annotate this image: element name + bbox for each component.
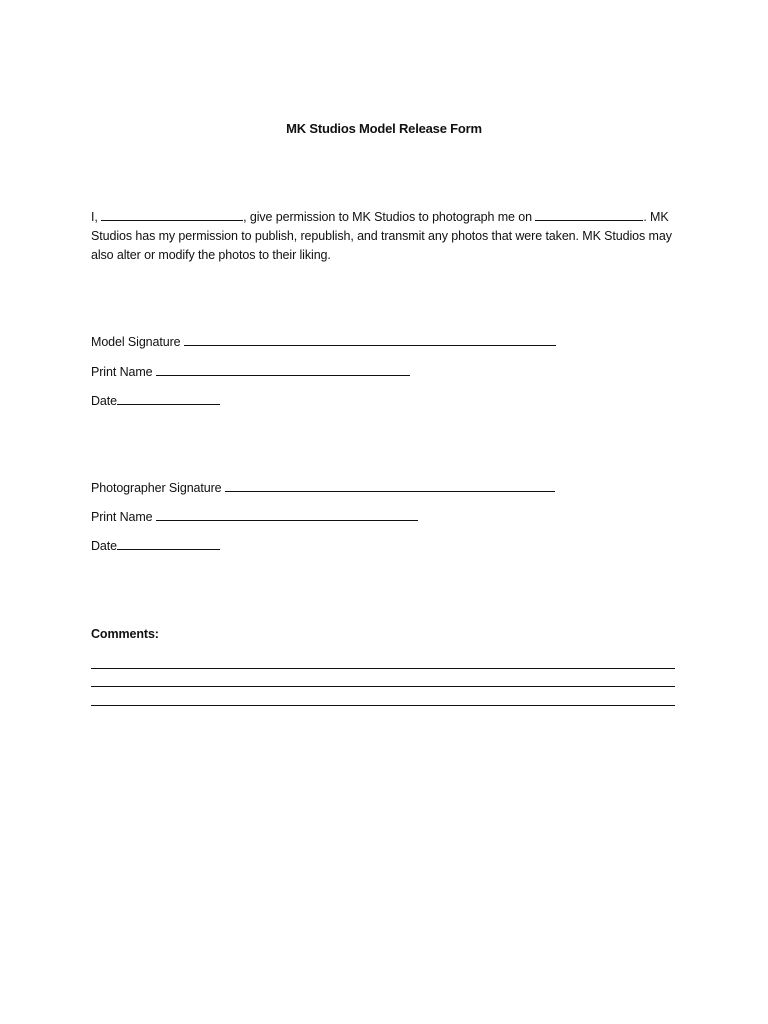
- photographer-print-name-row: [91, 509, 418, 525]
- statement-part-2: , give permission to MK Studios to photograph me on: [243, 210, 536, 224]
- comment-line[interactable]: [91, 705, 675, 706]
- comment-line[interactable]: [91, 686, 675, 687]
- date-blank[interactable]: [535, 209, 643, 221]
- release-statement: [91, 208, 681, 265]
- model-date-row: [91, 393, 220, 409]
- photographer-print-name-field[interactable]: [156, 509, 418, 521]
- photographer-signature-label: Photographer Signature: [91, 481, 225, 495]
- comment-line[interactable]: [91, 668, 675, 669]
- photographer-signature-row: [91, 480, 555, 496]
- form-title: MK Studios Model Release Form: [286, 121, 482, 136]
- photographer-date-label: Date: [91, 539, 118, 553]
- model-print-name-field[interactable]: [156, 364, 410, 376]
- model-signature-row: [91, 334, 556, 350]
- photographer-date-field[interactable]: [117, 538, 220, 550]
- model-date-field[interactable]: [117, 393, 220, 405]
- model-print-name-row: [91, 364, 410, 380]
- photographer-signature-field[interactable]: [225, 480, 555, 492]
- model-signature-field[interactable]: [184, 334, 556, 346]
- statement-part-1: I,: [91, 210, 102, 224]
- model-date-label: Date: [91, 394, 118, 408]
- model-print-name-label: Print Name: [91, 365, 156, 379]
- statement-part-3: . MK Studios has my permission to publish, republish, and transmit any photos that were taken. MK Studios may also alter or modify the photos to their liking.: [91, 210, 672, 262]
- photographer-print-name-label: Print Name: [91, 510, 156, 524]
- photographer-date-row: [91, 538, 220, 554]
- model-signature-label: Model Signature: [91, 335, 184, 349]
- name-blank[interactable]: [101, 209, 243, 221]
- comments-label: Comments:: [91, 627, 159, 641]
